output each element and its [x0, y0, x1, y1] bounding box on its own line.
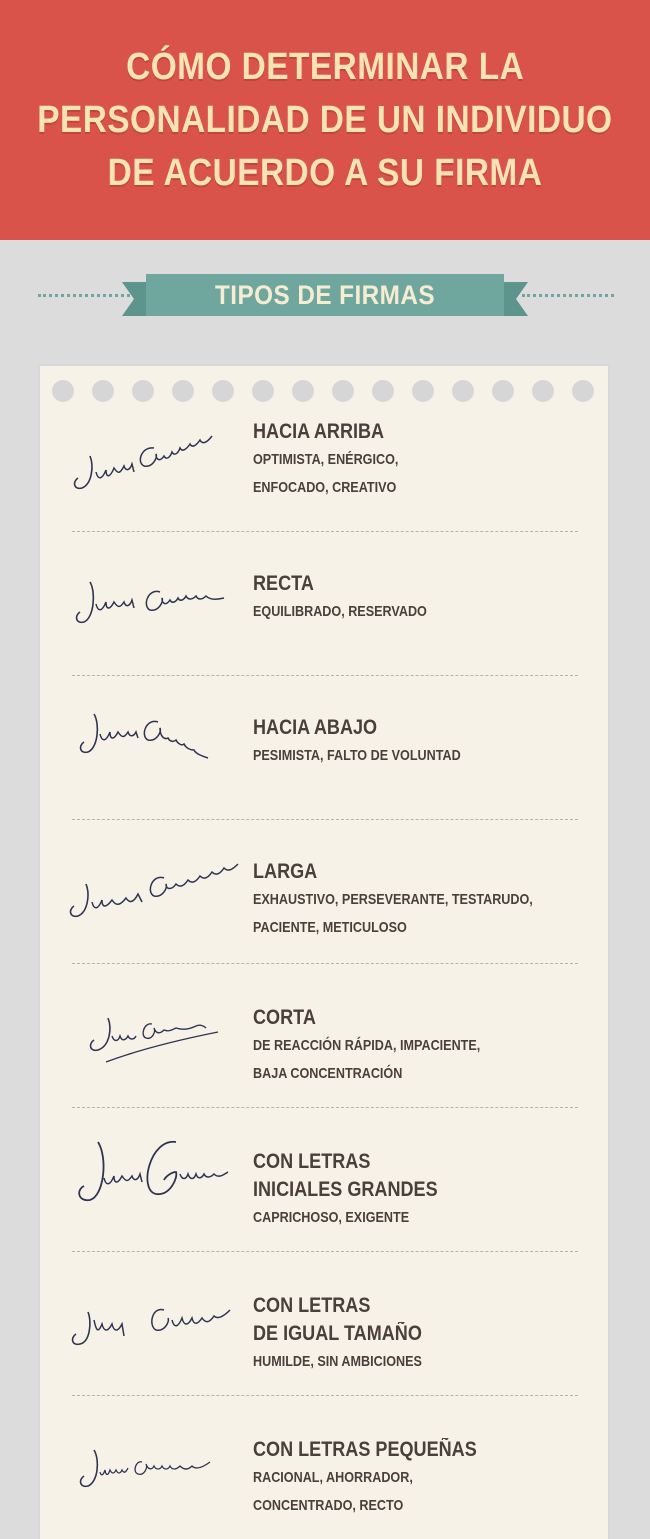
binder-hole [92, 380, 114, 402]
signature-drawing [68, 704, 248, 774]
binder-hole [332, 380, 354, 402]
signature-type-item [253, 714, 593, 770]
dashed-divider [72, 675, 578, 676]
signature-type-title: INICIALES GRANDES [253, 1178, 438, 1201]
signature-drawing [68, 1284, 248, 1354]
binder-holes [52, 380, 598, 404]
signature-type-traits: PACIENTE, METICULOSO [253, 919, 407, 936]
binder-hole [212, 380, 234, 402]
signature-type-traits: BAJA CONCENTRACIÓN [253, 1065, 403, 1082]
binder-hole [252, 380, 274, 402]
signature-type-title: DE IGUAL TAMAÑO [253, 1322, 422, 1345]
binder-hole [572, 380, 594, 402]
signature-type-traits: CONCENTRADO, RECTO [253, 1497, 404, 1514]
page-title-line-2: PERSONALIDAD DE UN INDIVIDUO [37, 98, 613, 141]
dashed-divider [72, 1395, 578, 1396]
dashed-divider [72, 819, 578, 820]
signature-type-title: HACIA ARRIBA [253, 420, 385, 443]
section-title: TIPOS DE FIRMAS [214, 279, 436, 310]
signature-type-item [253, 1436, 593, 1520]
signature-type-item [253, 1148, 593, 1232]
signature-type-traits: CAPRICHOSO, EXIGENTE [253, 1209, 410, 1226]
signature-drawing [68, 426, 248, 496]
signature-drawing [68, 996, 248, 1066]
binder-hole [292, 380, 314, 402]
signature-type-traits: OPTIMISTA, ENÉRGICO, [253, 451, 399, 468]
signature-drawing [68, 1138, 248, 1208]
signature-sample [68, 1138, 248, 1208]
dashed-divider [72, 963, 578, 964]
signature-type-title: CON LETRAS [253, 1150, 371, 1173]
dashed-divider [72, 1107, 578, 1108]
signature-type-traits: RACIONAL, AHORRADOR, [253, 1469, 413, 1486]
signature-sample [68, 1284, 248, 1354]
binder-hole [52, 380, 74, 402]
binder-hole [532, 380, 554, 402]
signature-type-title: LARGA [253, 860, 318, 883]
signature-type-title: CON LETRAS [253, 1294, 371, 1317]
signature-sample [68, 1432, 248, 1502]
signature-type-item [253, 1292, 593, 1376]
page-title-line-3: DE ACUERDO A SU FIRMA [107, 151, 543, 194]
header-banner [0, 0, 650, 240]
signature-type-traits: ENFOCADO, CREATIVO [253, 479, 397, 496]
binder-hole [132, 380, 154, 402]
dashed-divider [72, 531, 578, 532]
signature-type-traits: DE REACCIÓN RÁPIDA, IMPACIENTE, [253, 1037, 481, 1054]
signature-type-title: CORTA [253, 1006, 316, 1029]
signature-type-traits: EQUILIBRADO, RESERVADO [253, 603, 427, 620]
signature-sample [68, 704, 248, 774]
signature-type-title: RECTA [253, 572, 314, 595]
signature-type-item [253, 1004, 593, 1088]
page-title-line-1: CÓMO DETERMINAR LA [125, 45, 525, 88]
notepad-paper [40, 366, 608, 1539]
signature-type-item [253, 418, 593, 502]
signature-type-item [253, 570, 593, 626]
signature-type-item [253, 858, 593, 942]
binder-hole [492, 380, 514, 402]
signature-drawing [68, 568, 248, 638]
signature-type-traits: EXHAUSTIVO, PERSEVERANTE, TESTARUDO, [253, 891, 533, 908]
signature-sample [68, 850, 248, 920]
signature-drawing [68, 1432, 248, 1502]
section-ribbon [0, 272, 650, 320]
signature-sample [68, 426, 248, 496]
signature-sample [68, 568, 248, 638]
binder-hole [372, 380, 394, 402]
signature-type-title: CON LETRAS PEQUEÑAS [253, 1438, 477, 1461]
signature-sample [68, 996, 248, 1066]
signature-type-title: HACIA ABAJO [253, 716, 378, 739]
signature-type-traits: HUMILDE, SIN AMBICIONES [253, 1353, 422, 1370]
binder-hole [452, 380, 474, 402]
dashed-divider [72, 1251, 578, 1252]
binder-hole [172, 380, 194, 402]
signature-type-traits: PESIMISTA, FALTO DE VOLUNTAD [253, 747, 461, 764]
binder-hole [412, 380, 434, 402]
signature-drawing [68, 850, 248, 920]
